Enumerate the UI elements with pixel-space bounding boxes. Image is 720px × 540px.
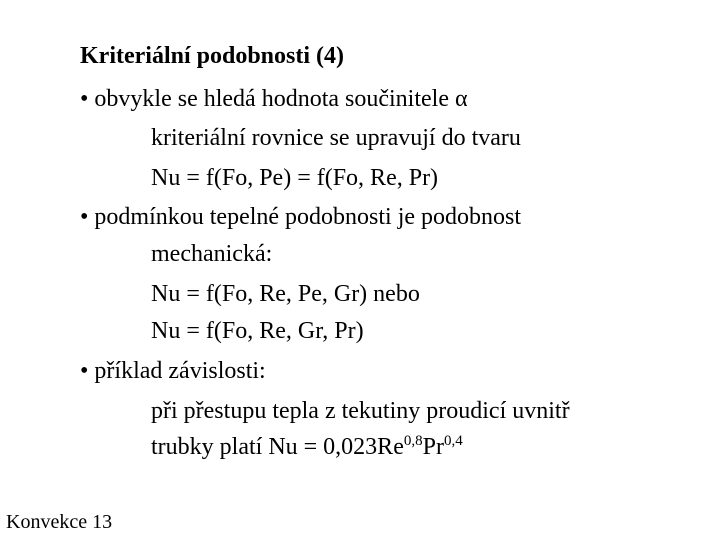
bullet-item-1 — [80, 85, 468, 113]
bullet-marker: • — [80, 204, 89, 230]
equation-line: Nu = f(Fo, Pe) = f(Fo, Re, Pr) — [151, 165, 439, 191]
formula-prefix: trubky platí Nu = 0,023Re — [151, 434, 404, 460]
bullet-marker: • — [80, 358, 89, 384]
bullet-text: obvykle se hledá hodnota součinitele α — [94, 86, 468, 112]
pr-exponent: 0,4 — [443, 433, 463, 449]
bullet-subline: při přestupu tepla z tekutiny proudicí uvnitř — [151, 398, 570, 424]
formula-line — [151, 433, 463, 461]
bullet-marker: • — [80, 86, 89, 112]
equation-line: Nu = f(Fo, Re, Gr, Pr) — [151, 318, 364, 344]
formula-pr: Pr — [422, 434, 444, 460]
bullet-text: příklad závislosti: — [94, 358, 266, 384]
slide-footer: Konvekce 13 — [6, 511, 113, 533]
re-exponent: 0,8 — [403, 433, 423, 449]
bullet-item-3 — [80, 357, 266, 385]
bullet-text: podmínkou tepelné podobnosti je podobnost — [94, 204, 522, 230]
bullet-subline: kriteriální rovnice se upravují do tvaru — [151, 125, 521, 151]
slide-title: Kriteriální podobnosti (4) — [80, 43, 345, 69]
equation-line: Nu = f(Fo, Re, Pe, Gr) nebo — [151, 281, 420, 307]
bullet-subline: mechanická: — [151, 241, 273, 267]
bullet-item-2 — [80, 203, 521, 231]
